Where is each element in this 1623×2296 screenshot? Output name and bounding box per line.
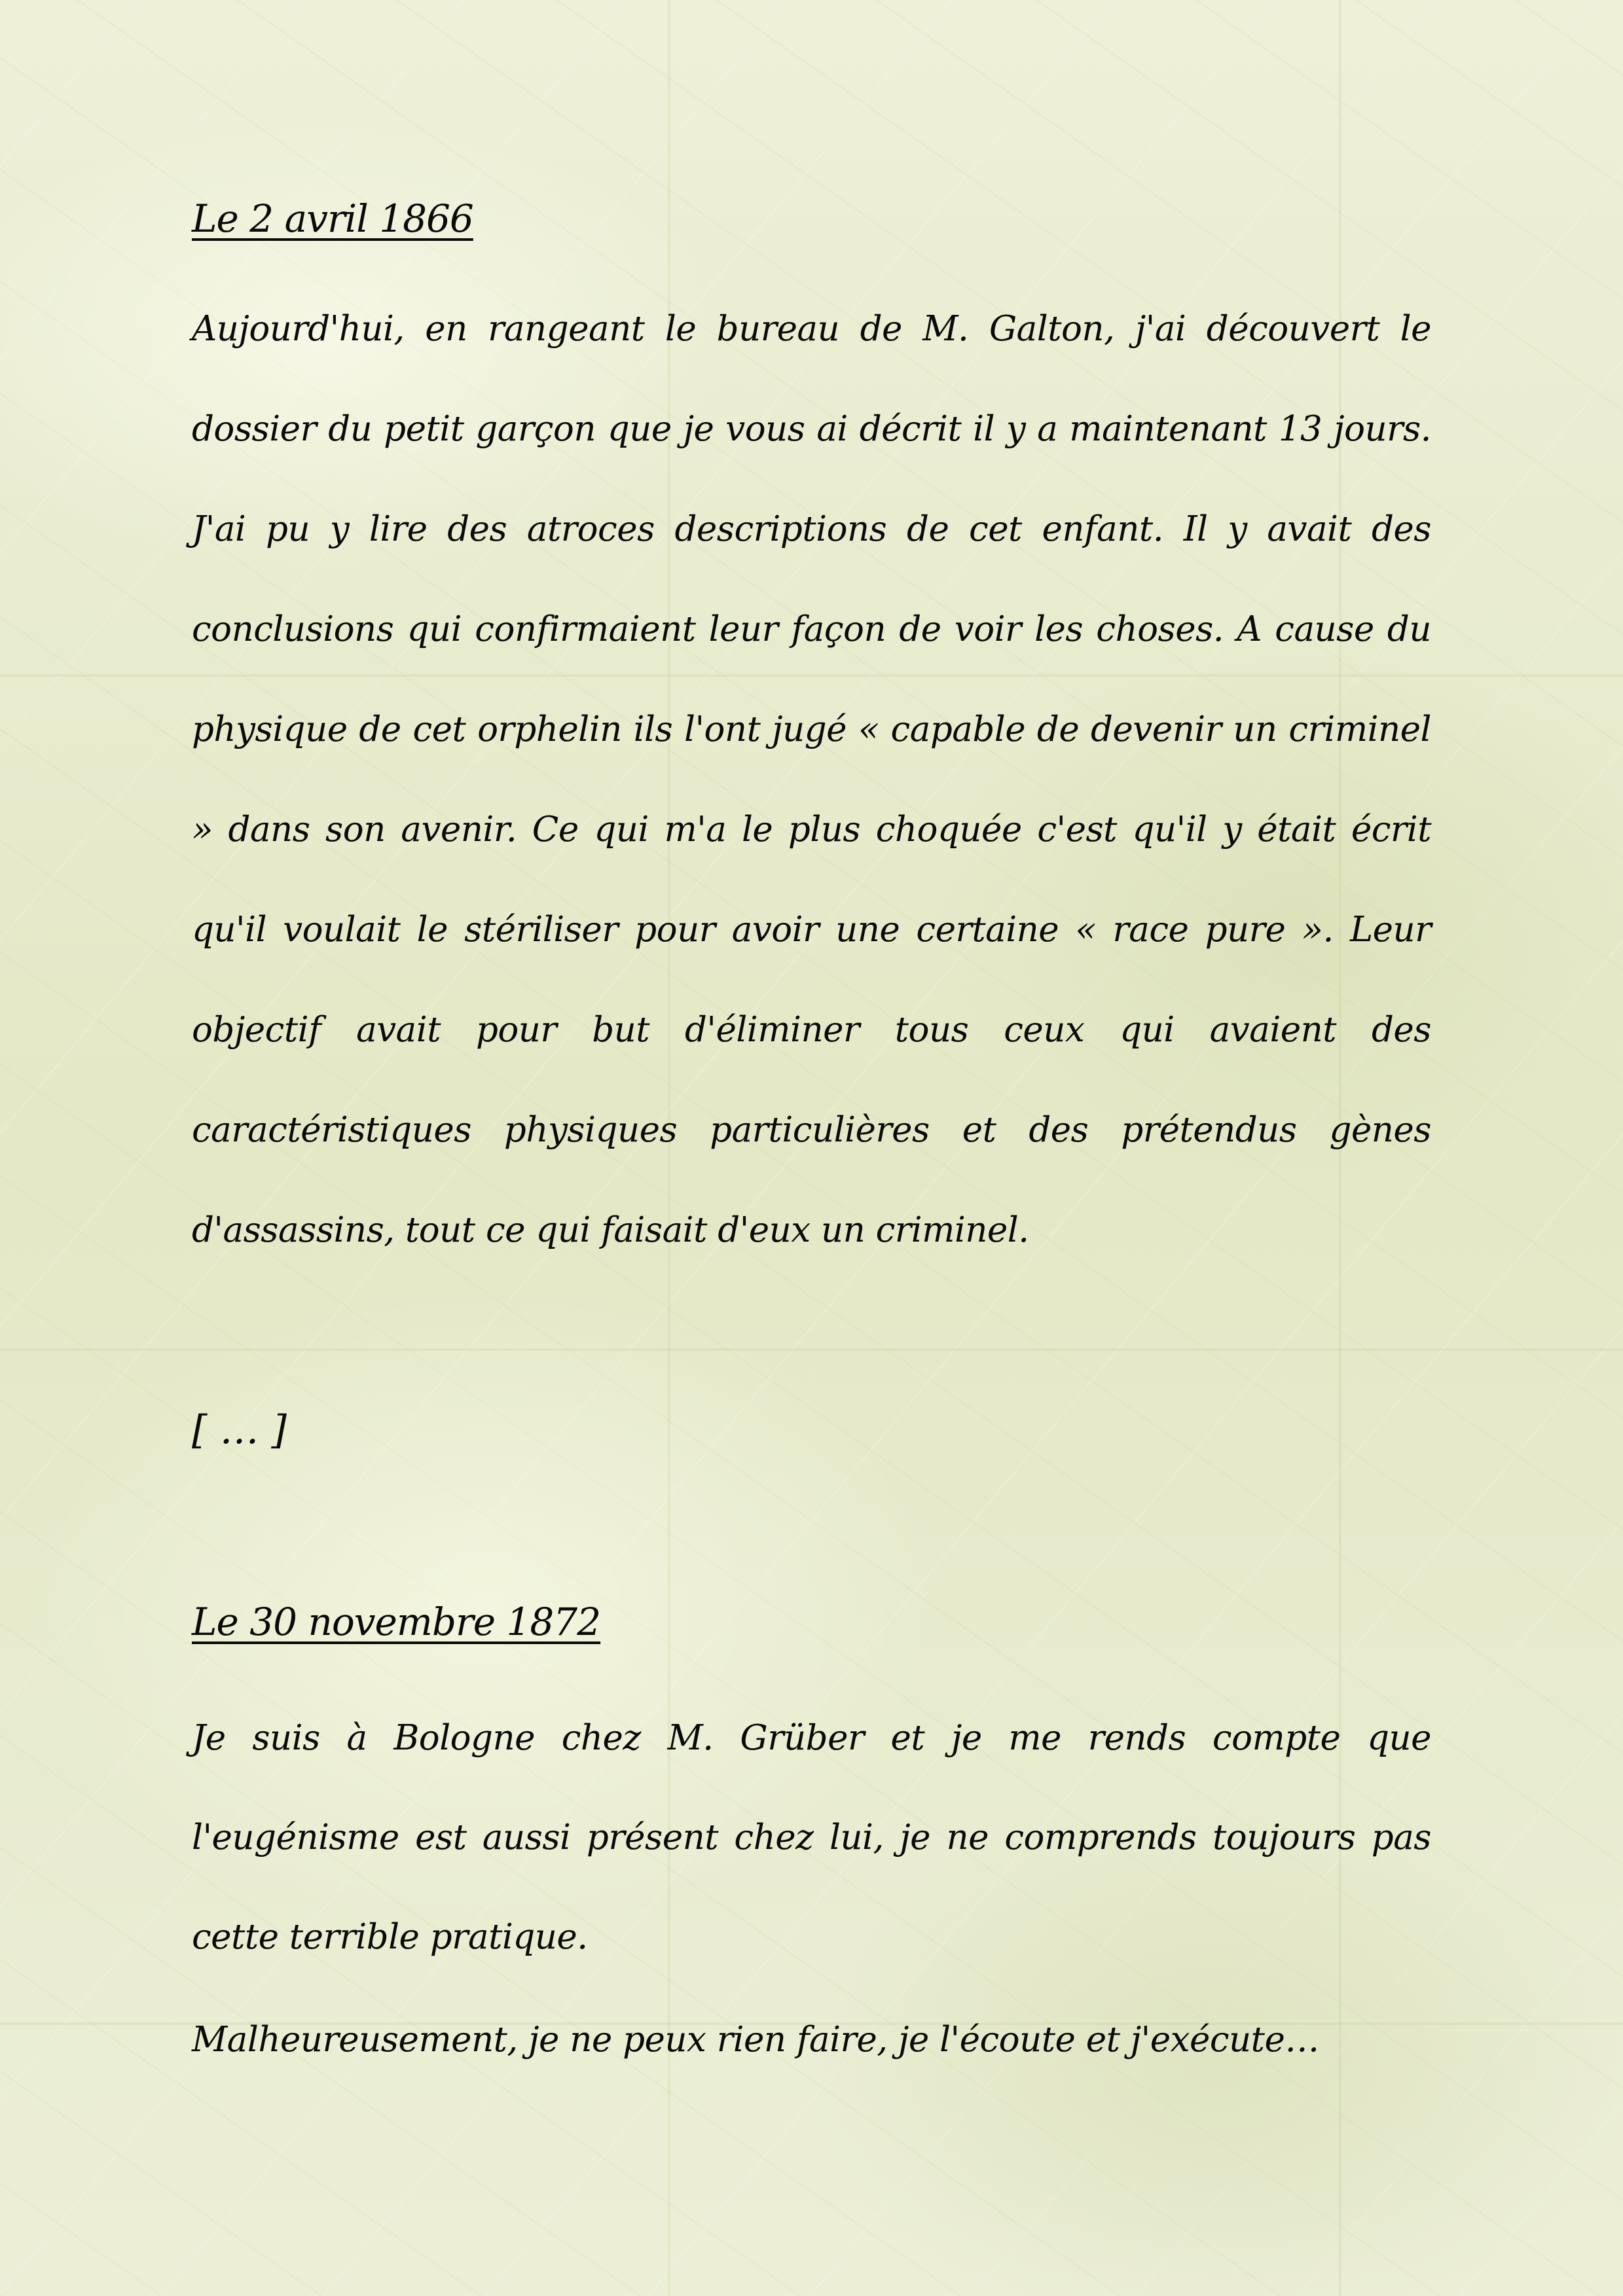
entry-paragraph: Je suis à Bologne chez M. Grüber et je me rends compte que l'eugénisme est aussi présent chez lui, je ne comprends toujours pas cette terrible pratique. bbox=[192, 1718, 1431, 1957]
paper-fold-line bbox=[0, 1348, 1623, 1351]
entry-date: Le 30 novembre 1872 bbox=[192, 1600, 601, 1644]
entry-paragraph: Malheureusement, je ne peux rien faire, je l'écoute et j'exécute… bbox=[192, 2020, 1319, 2060]
entry-date: Le 2 avril 1866 bbox=[192, 196, 473, 241]
omission-separator: [ … ] bbox=[192, 1407, 287, 1453]
entry-paragraph: Aujourd'hui, en rangeant le bureau de M. Galton, j'ai découvert le dossier du petit garçon que je vous ai décrit il y a maintenant 13 jours. J'ai pu y lire des atroces descriptions de cet enfant. Il y avait des conclusions qui confirmaient leur façon de voir les choses. A cause du physique de cet orphelin ils l'ont jugé « capable de devenir un criminel » dans son avenir. Ce qui m'a le plus choquée c'est qu'il y était écrit qu'il voulait le stériliser pour avoir une certaine « race pure ». Leur objectif avait pour but d'éliminer tous ceux qui avaient des caractéristiques physiques particulières et des prétendus gènes d'assassins, tout ce qui faisait d'eux un criminel. bbox=[192, 309, 1431, 1250]
